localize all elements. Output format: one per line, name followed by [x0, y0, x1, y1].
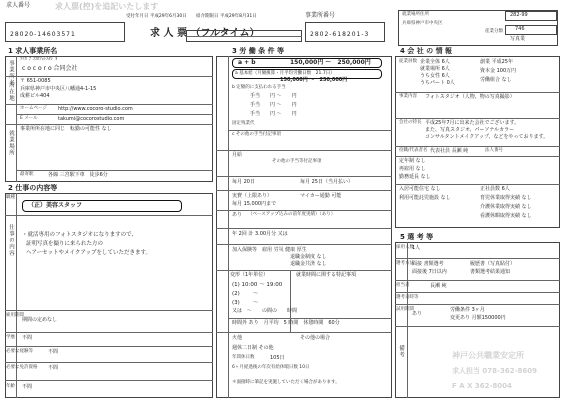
- age-label: 年齢: [6, 384, 15, 389]
- raise-note: （ベースアップ込みの前年度実績）（あり）: [248, 212, 336, 217]
- code-1: 282-99: [510, 12, 528, 18]
- job-description-3: ヘアーセットやメイクアップをしていただきます。: [26, 250, 152, 256]
- wage-form: 月給: [232, 152, 243, 158]
- zip-code: 〒 651-0085: [20, 78, 51, 84]
- fixed-overtime-label: 固定残業代: [232, 121, 255, 126]
- homepage-url[interactable]: http://www.cocoro-studio.com: [58, 106, 133, 112]
- required-experience: 不問: [48, 349, 59, 355]
- job-number-label: 求人番号: [6, 2, 31, 9]
- payday: 毎月 25日（当月払い）: [300, 179, 353, 185]
- nearest-station: 各線 三宮駅下車 徒歩6分: [48, 172, 108, 178]
- license-value: 不問: [48, 365, 59, 371]
- received-date: 受付年月日 平成29年6月30日: [126, 14, 187, 19]
- selection-notice: 書類選考結果通知: [470, 269, 511, 275]
- nearest-station-label: 最寄駅: [20, 172, 34, 177]
- nursing-leave: 介護休業取得実績 なし: [480, 204, 532, 210]
- wage-range: 150,000円 〜 250,000円: [290, 59, 371, 66]
- employees-part: うちパート 0人: [420, 80, 455, 86]
- founded: 創業 平成25年: [480, 59, 513, 65]
- work-place: 事業所所在地に同じ 転勤の可能性 なし: [20, 126, 112, 132]
- deadline-date: 紹介期限日 平成29年8月31日: [196, 14, 257, 19]
- childcare-leave: 育児休業取得実績 なし: [480, 195, 532, 201]
- feature-1: 平成25年7月に出来た会社でございます。: [425, 120, 520, 126]
- selection-result: 面接後 7日以内: [412, 269, 447, 275]
- corporate-number-label: 法人番号: [485, 148, 503, 153]
- address-line-2: 成耕ビル404: [20, 93, 50, 99]
- full-time-count: 正社員数 6人: [480, 186, 510, 192]
- employees-total: 企業全体 6人: [420, 59, 450, 65]
- rest-days: 火他: [232, 335, 243, 341]
- remarks-label: 備考: [398, 345, 404, 358]
- hours-1: (1) 10:00 〜 19:00: [232, 282, 283, 288]
- office-number-label: 事業所番号: [305, 12, 336, 19]
- care-leave: 看護休暇取得実績 なし: [480, 213, 532, 219]
- paid-leave: 6ヶ月経過後の年次有給休暇日数 10日: [232, 365, 310, 370]
- selection-method: 面接 書類選考: [412, 261, 444, 267]
- business-content: フォトスタジオ（人物、物の写真撮影）: [425, 94, 515, 100]
- commute-cap: 毎月 15,000円まで: [232, 201, 277, 207]
- allowance-row-3: 手当 円 〜 円: [250, 111, 297, 117]
- category-label: 産業分類: [485, 29, 503, 34]
- overtime: 時間外 あり 月平均 5 時間 休憩時間 60分: [232, 320, 340, 326]
- wage-formula: a + b: [238, 59, 256, 66]
- code-2: 746: [515, 26, 525, 32]
- furigana: ﾌﾘｶﾞﾅ ｺｺﾛﾌｫﾄｽﾀｼﾞｵ: [20, 57, 58, 62]
- address-line-1: 兵庫県神戸市中央区八幡通4-1-15: [20, 86, 97, 92]
- pension: 退職金共済 なし: [290, 261, 327, 267]
- job-title-label: 職種: [6, 195, 15, 200]
- education-value: 不問: [22, 335, 33, 341]
- jurisdiction-label: 就業場所住所: [402, 12, 429, 17]
- company-name-side: 事業所名: [8, 60, 14, 86]
- trial-term: 労働条件 3ヶ月: [450, 307, 485, 313]
- address-side: 所在地: [8, 82, 14, 102]
- base-wage-label: a 基本給（月額換算・月平均労働日数 21.7日）: [235, 71, 335, 76]
- union: 労働組合 なし: [480, 77, 512, 83]
- employment-period-label: 雇用期間: [6, 313, 24, 318]
- office-stamp: 神戸公共職業安定所: [452, 351, 524, 360]
- email-address[interactable]: takumi@cocorostudio.com: [58, 116, 125, 122]
- allowance-row-1: 手当 円 〜 円: [250, 93, 297, 99]
- note-bottom: ＊面接時に筆記を実施していただく場合があります。: [232, 380, 340, 385]
- photo-label: 写真業: [510, 36, 526, 42]
- retirement: 退職金制度 なし: [290, 254, 327, 260]
- selection-method-label: 選考方法: [396, 261, 414, 266]
- work-place-side: 就業場所: [8, 130, 14, 156]
- job-number: 28020-14603571: [10, 31, 76, 38]
- section-3-title: 3 労 働 条 件 等: [232, 47, 285, 55]
- hire-count: 1人: [412, 245, 421, 251]
- contact-label: 担当者: [396, 283, 410, 288]
- feature-2: また、写真スタジオ、パーソナルカラー: [425, 127, 515, 133]
- employees-label: 従業員数: [399, 59, 417, 64]
- annual-holidays: 105日: [270, 355, 285, 361]
- closing-day: 毎月 20日: [232, 179, 255, 185]
- trial-period-label: 試用期間: [396, 307, 414, 312]
- company-feature-label: 会社の特長: [399, 120, 422, 125]
- other-allowance-label: c その他の手当付記事項: [232, 132, 281, 137]
- admission-housing: 入居可能住宅 なし: [399, 186, 441, 192]
- hours-or: 又は 〜 の間の 時間: [232, 308, 298, 314]
- education-label: 学歴: [6, 335, 15, 340]
- work-hours-title: 就業時間に関する特記事項: [296, 272, 357, 278]
- annual-holidays-label: 年間休日数: [232, 355, 255, 360]
- job-description-side: 仕事の内容: [8, 224, 14, 257]
- employees-female: うち女性 6人: [420, 73, 450, 79]
- trial-period: あり: [412, 311, 423, 317]
- other-wage-label: その他の手当等付記事項: [272, 159, 322, 164]
- bonus: 年 2回 計 3.00月分 又は: [232, 231, 288, 237]
- raise: あり: [232, 212, 243, 218]
- rehire: 再雇用 なし: [399, 166, 426, 172]
- holidays-note: その他の場合: [300, 335, 331, 341]
- required-experience-label: 必要な経験等: [6, 349, 33, 354]
- representative: 代表社員 長瀬 純: [430, 148, 469, 154]
- representative-label: 役職/代表者名: [399, 148, 428, 153]
- age-value: 不問: [22, 384, 33, 390]
- section-4-title: 4 会 社 の 情 報: [400, 47, 453, 55]
- childcare: 利用可能託児施設 なし: [399, 195, 451, 201]
- trial-change: 変更あり 月額150000円: [450, 315, 506, 321]
- retirement-age: 定年制 なし: [399, 158, 426, 164]
- contact-name: 長瀬 純: [430, 283, 447, 289]
- base-wage-range: 150,000円 〜 250,000円: [280, 77, 348, 83]
- company-name: c o c o r o 合同会社: [22, 65, 78, 72]
- feature-3: コンサルタントメイクアップ、などをやっております。: [425, 134, 549, 140]
- section-5-title: 5 選 考 等: [400, 233, 434, 241]
- hours-3: (3) 〜: [232, 300, 259, 306]
- car-commute: マイカー通勤 可能: [300, 193, 342, 199]
- form-title: 求 人 票 （フルタイム）: [150, 28, 260, 39]
- business-label: 事業内容: [399, 94, 417, 99]
- email-label: E メール: [20, 116, 38, 121]
- allowance-label: b 定額的に支払われる手当: [232, 85, 286, 90]
- weekly-two-days: 週休二日制 その他: [232, 345, 274, 351]
- job-title: （正）美容スタッフ: [28, 202, 83, 209]
- watermark: 求人票(控)を追記いたします: [55, 2, 159, 11]
- fax-stamp: F A X 362-8004: [452, 382, 512, 390]
- insurance: 加入保険等 雇用 労災 健康 厚生: [232, 247, 307, 253]
- allowance-row-2: 手当 円 〜 円: [250, 102, 297, 108]
- capital: 資本金 100万円: [480, 68, 517, 74]
- hire-count-label: 採用人数: [396, 245, 414, 250]
- license-label: 必要な免許資格: [6, 365, 38, 370]
- job-description-1: ・就活専用のフォトスタジオになりますので、: [22, 232, 138, 238]
- section-1-title: 1 求人事業所名: [8, 47, 58, 55]
- hours-2: (2) 〜: [232, 291, 259, 297]
- application-documents: 履歴書（写真貼付）: [470, 261, 516, 267]
- contact-stamp: 求人担当 078-362-8609: [452, 367, 537, 375]
- jurisdiction-value: 兵庫県神戸市中央区: [402, 21, 443, 26]
- shift-label: 変形（1年単位）: [230, 272, 269, 278]
- section-2-title: 2 仕事の内容等: [8, 184, 58, 192]
- selection-date-label: 選考日時等: [396, 295, 419, 300]
- homepage-label: ホームページ: [20, 106, 47, 111]
- employees-site: 就業場所 6人: [420, 66, 450, 72]
- office-number: 2802-618201-3: [310, 31, 370, 38]
- job-description-2: 証明写真を撮りに来られた方の: [26, 241, 104, 247]
- working-extension: 勤務延長 なし: [399, 174, 431, 180]
- commute-allowance: 実費（上限あり）: [232, 193, 273, 199]
- employment-period: 期間の定めなし: [22, 317, 58, 323]
